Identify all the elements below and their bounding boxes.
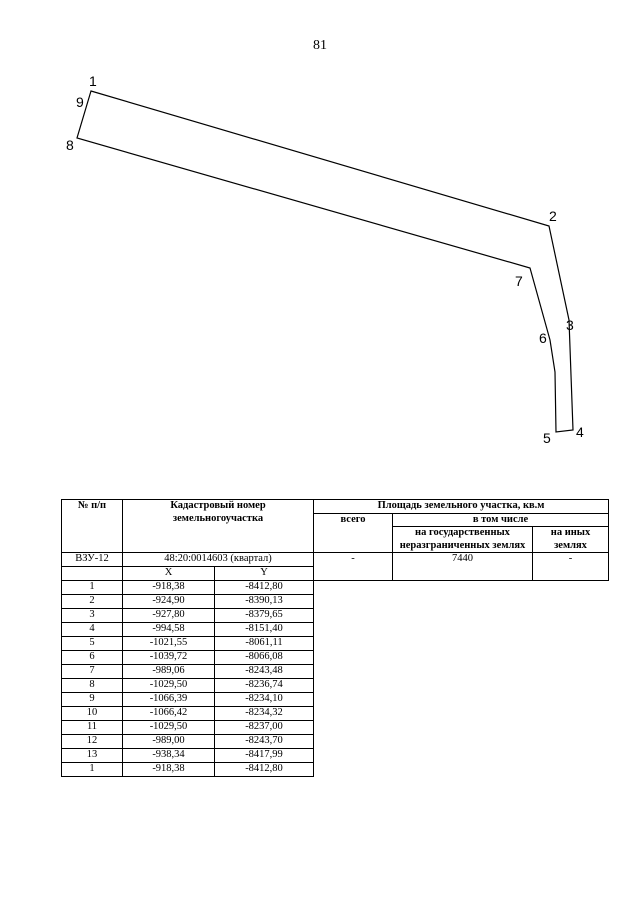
table-row (62, 595, 609, 609)
vertex-label-9: 9 (76, 94, 84, 110)
point-y: -8151,40 (215, 623, 314, 637)
parcel-coordinates-table (61, 499, 609, 777)
header-area: Площадь земельного участка, кв.м (314, 500, 609, 514)
point-x: -927,80 (123, 609, 215, 623)
table-row (62, 581, 609, 595)
point-x: -1066,39 (123, 693, 215, 707)
point-y: -8061,11 (215, 637, 314, 651)
point-n: 1 (62, 763, 123, 777)
vertex-label-3: 3 (566, 317, 574, 333)
area-other-land: - (533, 553, 609, 581)
point-y: -8237,00 (215, 721, 314, 735)
point-x: -994,58 (123, 623, 215, 637)
vertex-label-1: 1 (89, 73, 97, 89)
point-x: -989,06 (123, 665, 215, 679)
header-total: всего (314, 513, 393, 553)
point-n: 3 (62, 609, 123, 623)
vertex-label-8: 8 (66, 137, 74, 153)
header-other-land: на иных землях (533, 527, 609, 553)
point-x: -1029,50 (123, 721, 215, 735)
point-x: -989,00 (123, 735, 215, 749)
point-y: -8234,10 (215, 693, 314, 707)
header-num: № п/п (62, 500, 123, 553)
table-row (62, 637, 609, 651)
cadastral-number: 48:20:0014603 (квартал) (123, 553, 314, 567)
point-n: 11 (62, 721, 123, 735)
table-row (62, 763, 609, 777)
area-total: - (314, 553, 393, 581)
vertex-label-4: 4 (576, 424, 584, 440)
point-n: 1 (62, 581, 123, 595)
point-x: -1066,42 (123, 707, 215, 721)
parcel-id: ВЗУ-12 (62, 553, 123, 567)
point-n: 7 (62, 665, 123, 679)
point-y: -8390,13 (215, 595, 314, 609)
point-n: 5 (62, 637, 123, 651)
point-x: -918,38 (123, 763, 215, 777)
vertex-label-6: 6 (539, 330, 547, 346)
point-n: 2 (62, 595, 123, 609)
point-n: 12 (62, 735, 123, 749)
point-n: 6 (62, 651, 123, 665)
point-y: -8412,80 (215, 581, 314, 595)
point-y: -8234,32 (215, 707, 314, 721)
table-row (62, 721, 609, 735)
table-row (62, 665, 609, 679)
point-n: 10 (62, 707, 123, 721)
point-x: -924,90 (123, 595, 215, 609)
page-number: 81 (313, 38, 327, 53)
point-y: -8412,80 (215, 763, 314, 777)
point-x: -1029,50 (123, 679, 215, 693)
point-y: -8417,99 (215, 749, 314, 763)
coord-header-x: X (123, 567, 215, 581)
table-row (62, 707, 609, 721)
point-n: 8 (62, 679, 123, 693)
table-row (62, 693, 609, 707)
table-row (62, 735, 609, 749)
parcel-row (62, 553, 609, 567)
table-row (62, 609, 609, 623)
point-y: -8243,48 (215, 665, 314, 679)
point-x: -918,38 (123, 581, 215, 595)
vertex-label-5: 5 (543, 430, 551, 446)
point-x: -938,34 (123, 749, 215, 763)
point-y: -8066,08 (215, 651, 314, 665)
table-row (62, 651, 609, 665)
point-x: -1021,55 (123, 637, 215, 651)
point-x: -1039,72 (123, 651, 215, 665)
parcel-outline (77, 91, 573, 432)
vertex-label-2: 2 (549, 208, 557, 224)
point-y: -8379,65 (215, 609, 314, 623)
table-row (62, 623, 609, 637)
table-row (62, 749, 609, 763)
header-including: в том числе (393, 513, 609, 527)
point-n: 13 (62, 749, 123, 763)
header-state-land: на государственных неразграниченных землях (393, 527, 533, 553)
header-cadastral: Кадастровый номер земельногоучастка (123, 500, 314, 553)
point-n: 9 (62, 693, 123, 707)
point-n: 4 (62, 623, 123, 637)
vertex-label-7: 7 (515, 273, 523, 289)
table-row (62, 679, 609, 693)
point-y: -8236,74 (215, 679, 314, 693)
area-state-land: 7440 (393, 553, 533, 581)
point-y: -8243,70 (215, 735, 314, 749)
coord-header-y: Y (215, 567, 314, 581)
